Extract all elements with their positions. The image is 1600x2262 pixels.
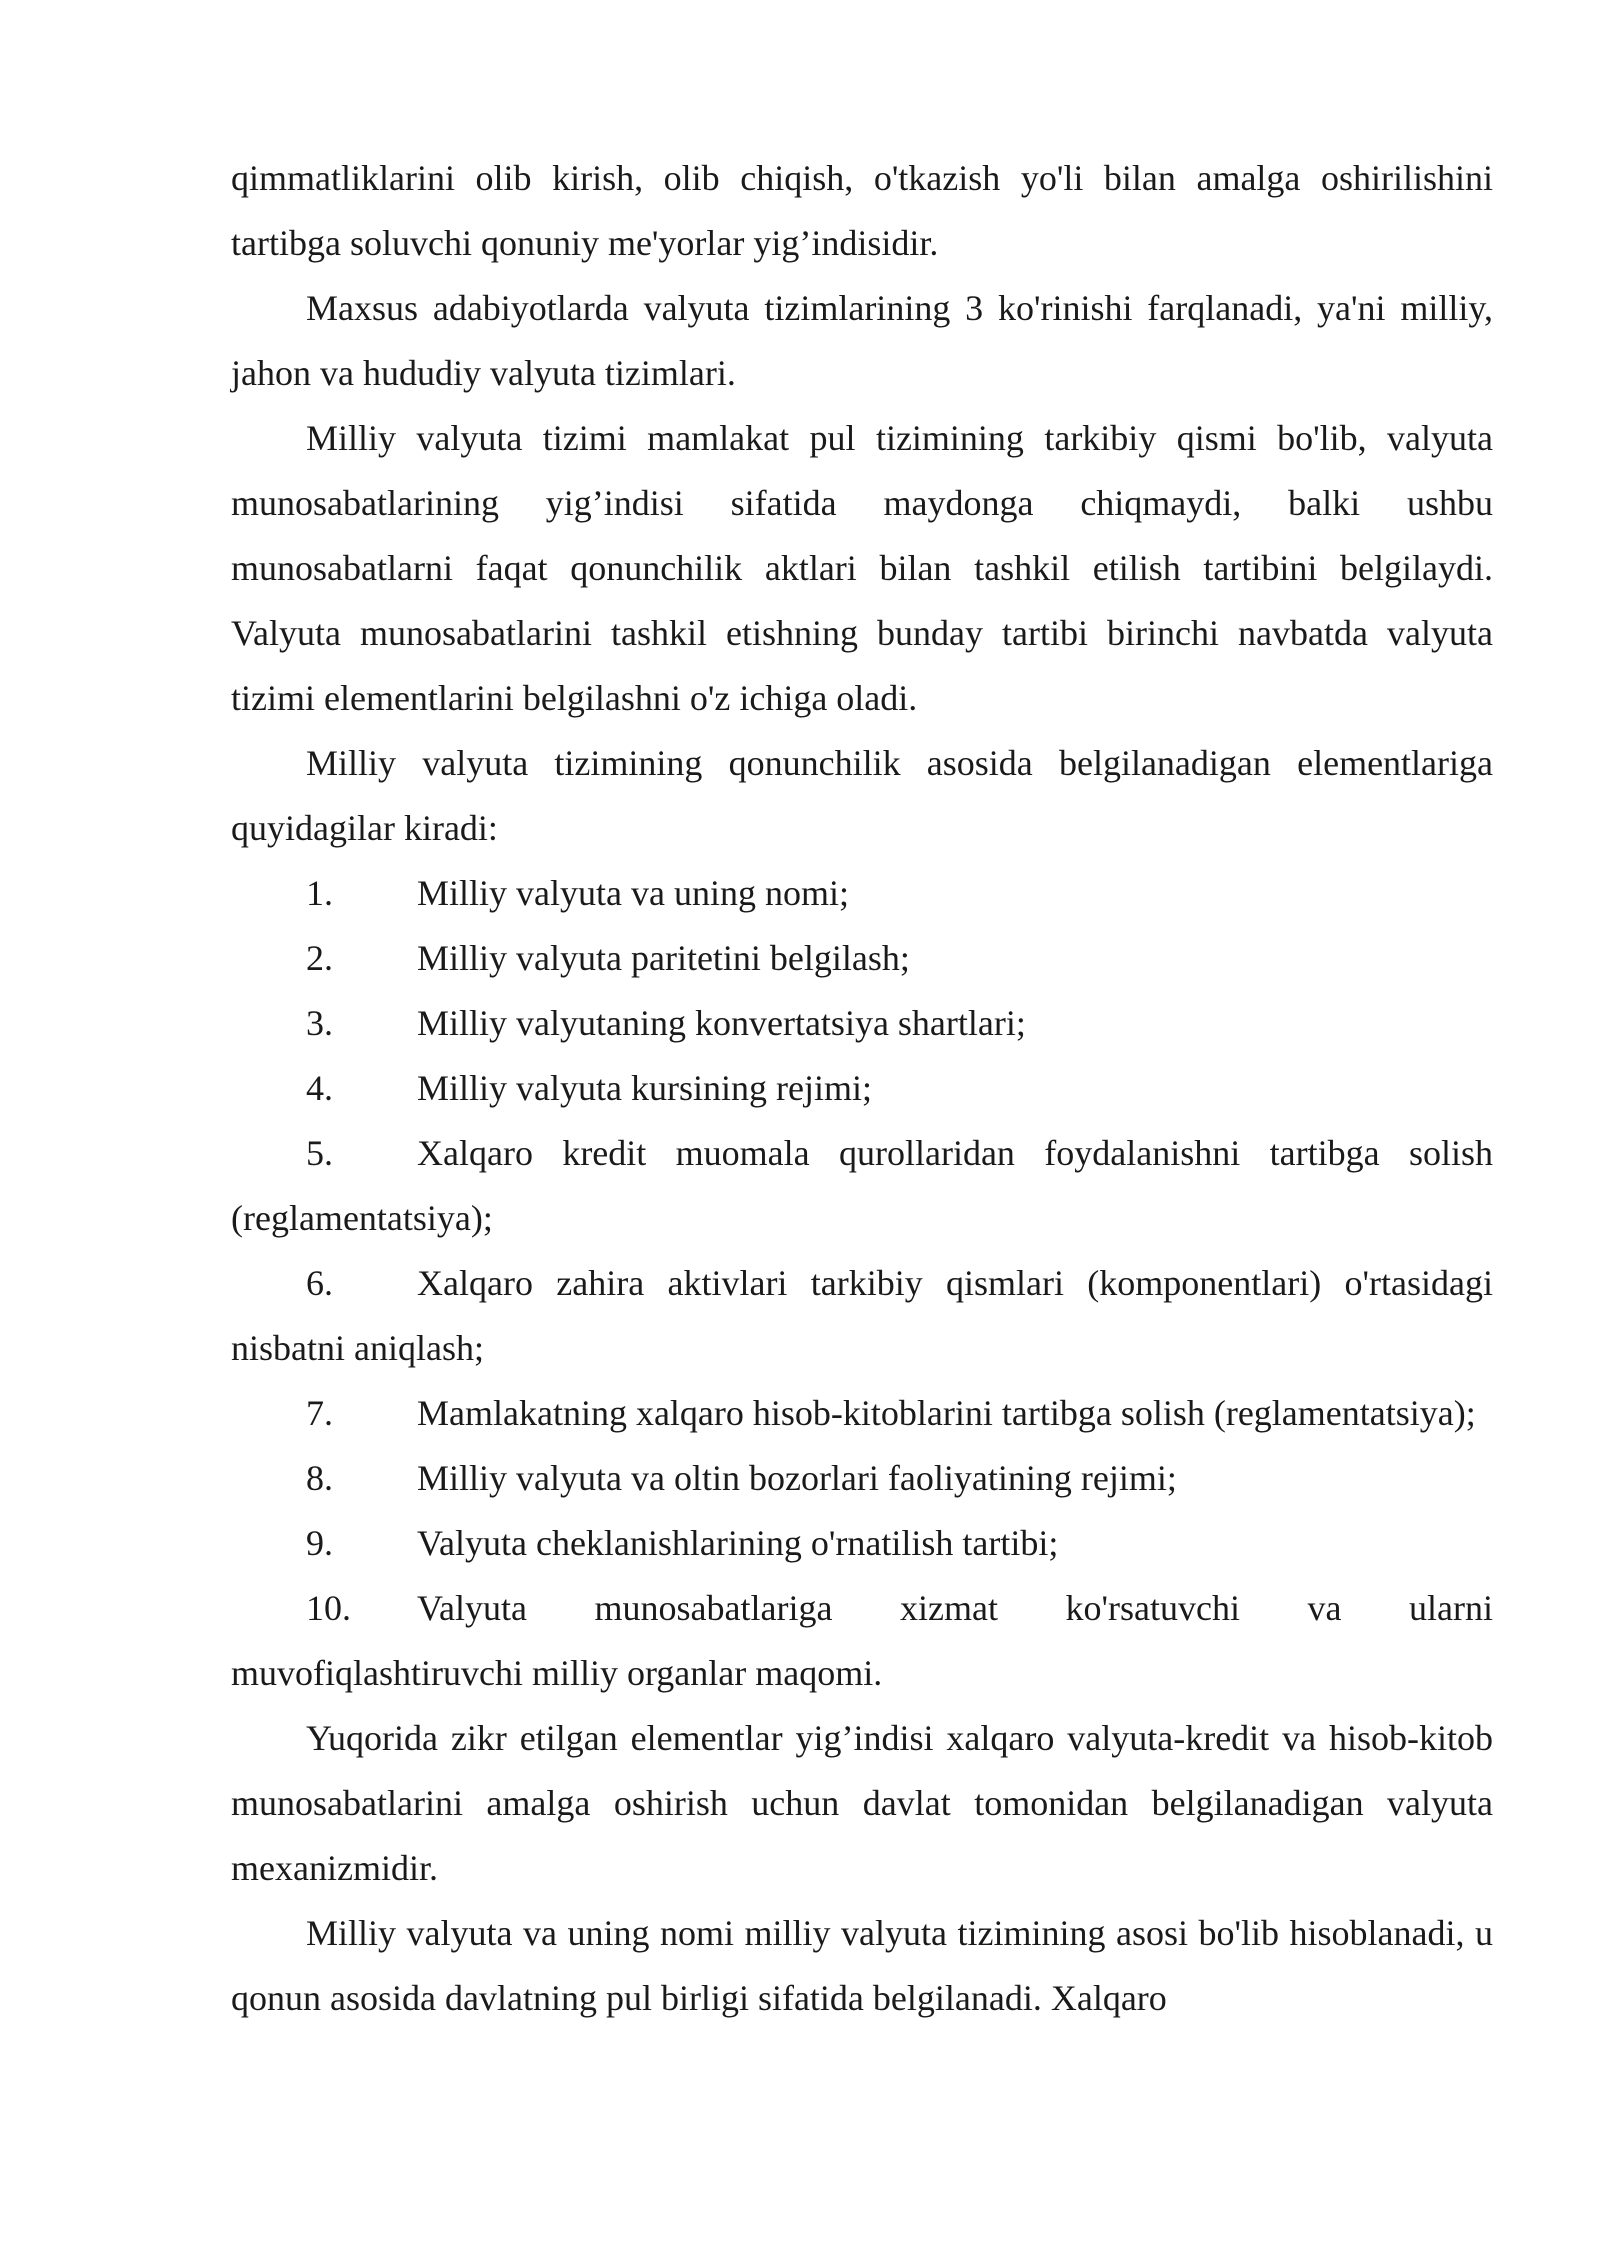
list-item	[231, 991, 1493, 1056]
list-item	[231, 1511, 1493, 1576]
list-item-text: Valyuta cheklanishlarining o'rnatilish tartibi;	[417, 1523, 1059, 1563]
list-item	[231, 861, 1493, 926]
paragraph-currency-mechanism: Yuqorida zikr etilgan elementlar yig’indisi xalqaro valyuta-kredit va hisob-kitob munosabatlarini amalga oshirish uchun davlat tomonidan belgilanadigan valyuta mexanizmidir.	[231, 1718, 1493, 1888]
list-item-number: 7.	[306, 1393, 333, 1433]
list-item-text: Milliy valyuta va oltin bozorlari faoliyatining rejimi;	[417, 1458, 1177, 1498]
list-item-number: 4.	[306, 1068, 333, 1108]
list-item-number: 5.	[306, 1133, 333, 1173]
elements-list	[231, 861, 1493, 1706]
list-item-number: 10.	[306, 1588, 351, 1628]
paragraph-national-currency-name: Milliy valyuta va uning nomi milliy valyuta tizimining asosi bo'lib hisoblanadi, u qonun asosida davlatning pul birligi sifatida belgilanadi. Xalqaro	[231, 1913, 1493, 2018]
list-item-text: Milliy valyutaning konvertatsiya shartlari;	[417, 1003, 1026, 1043]
list-item-text: Milliy valyuta va uning nomi;	[417, 873, 849, 913]
list-item	[231, 1381, 1493, 1446]
list-item-text: Valyuta munosabatlariga xizmat ko'rsatuvchi va ularni muvofiqlashtiruvchi milliy organlar maqomi.	[231, 1588, 1493, 1693]
list-item-number: 6.	[306, 1263, 333, 1303]
document-body	[231, 146, 1493, 2031]
paragraph-elements-intro: Milliy valyuta tizimining qonunchilik asosida belgilanadigan elementlariga quyidagilar kiradi:	[231, 743, 1493, 848]
list-item-number: 2.	[306, 938, 333, 978]
list-item-text: Milliy valyuta paritetini belgilash;	[417, 938, 910, 978]
list-item-number: 3.	[306, 1003, 333, 1043]
list-item-text: Xalqaro kredit muomala qurollaridan foydalanishni tartibga solish (reglamentatsiya);	[231, 1133, 1493, 1238]
paragraph-currency-systems-types: Maxsus adabiyotlarda valyuta tizimlarining 3 ko'rinishi farqlanadi, ya'ni milliy, jahon va hududiy valyuta tizimlari.	[231, 288, 1493, 393]
paragraph-national-currency-system: Milliy valyuta tizimi mamlakat pul tizimining tarkibiy qismi bo'lib, valyuta munosabatlarining yig’indisi sifatida maydonga chiqmaydi, balki ushbu munosabatlarni faqat qonunchilik aktlari bilan tashkil etilish tartibini belgilaydi. Valyuta munosabatlarini tashkil etishning bunday tartibi birinchi navbatda valyuta tizimi elementlarini belgilashni o'z ichiga oladi.	[231, 418, 1493, 718]
list-item-number: 9.	[306, 1523, 333, 1563]
list-item-text: Mamlakatning xalqaro hisob-kitoblarini tartibga solish (reglamentatsiya);	[417, 1393, 1476, 1433]
list-item-text: Xalqaro zahira aktivlari tarkibiy qismlari (komponentlari) o'rtasidagi nisbatni aniqlash;	[231, 1263, 1493, 1368]
list-item	[231, 1576, 1493, 1706]
paragraph-continuation: qimmatliklarini olib kirish, olib chiqish, o'tkazish yo'li bilan amalga oshirilishini tartibga soluvchi qonuniy me'yorlar yig’indisidir.	[231, 158, 1493, 263]
list-item	[231, 1121, 1493, 1251]
list-item	[231, 1446, 1493, 1511]
list-item-number: 8.	[306, 1458, 333, 1498]
list-item	[231, 1056, 1493, 1121]
list-item-number: 1.	[306, 873, 333, 913]
list-item	[231, 1251, 1493, 1381]
list-item	[231, 926, 1493, 991]
list-item-text: Milliy valyuta kursining rejimi;	[417, 1068, 872, 1108]
